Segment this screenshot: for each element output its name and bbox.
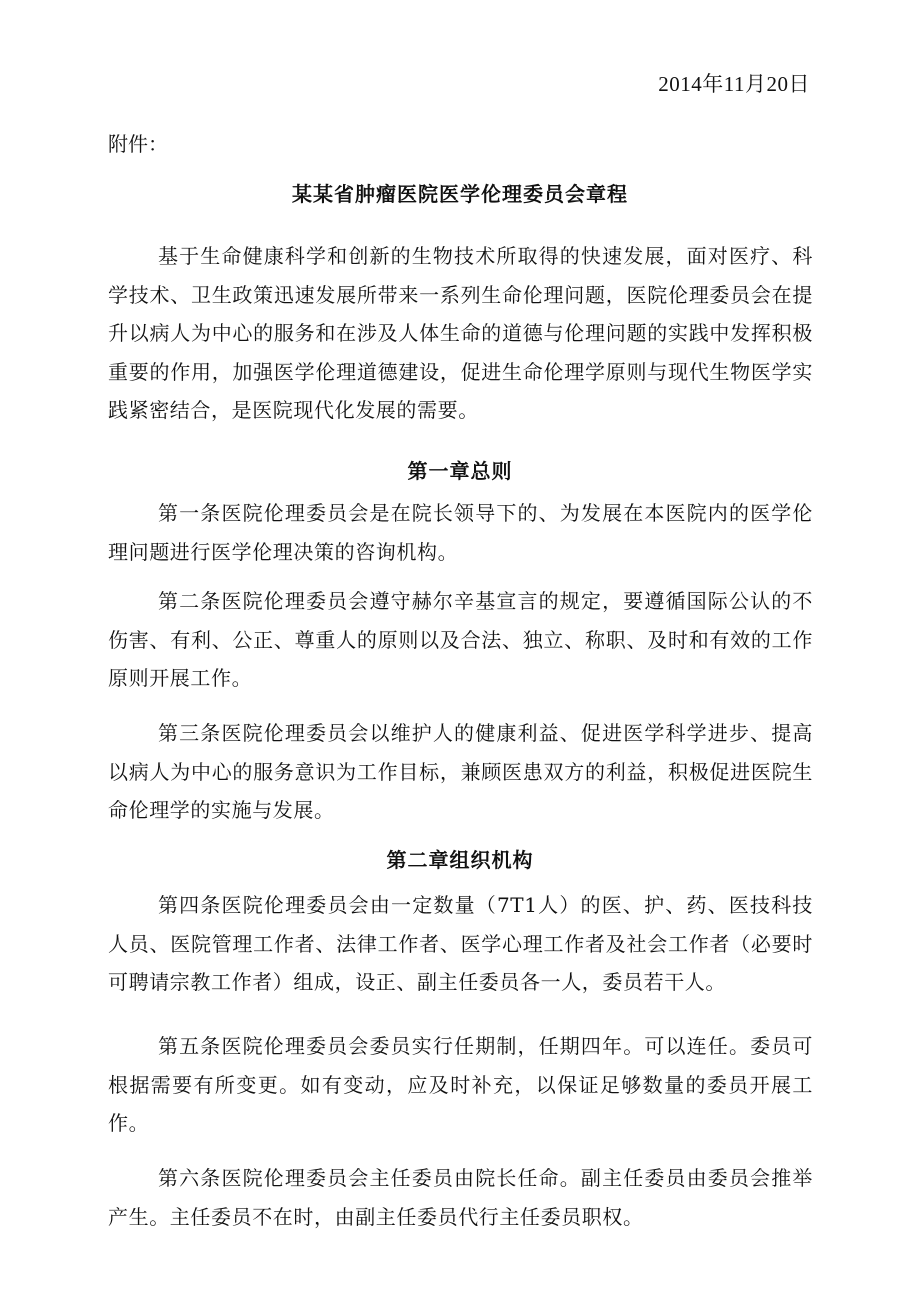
article-2-paragraph: 第二条医院伦理委员会遵守赫尔辛基宣言的规定，要遵循国际公认的不伤害、有利、公正、尊重人的原则以及合法、独立、称职、及时和有效的工作原则开展工作。 xyxy=(108,589,813,690)
document-date: 2014年11月20日 xyxy=(658,72,810,96)
article-1-paragraph: 第一条医院伦理委员会是在院长领导下的、为发展在本医院内的医学伦理问题进行医学伦理决策的咨询机构。 xyxy=(108,501,813,564)
article-5-paragraph: 第五条医院伦理委员会委员实行任期制，任期四年。可以连任。委员可根据需要有所变更。如有变动，应及时补充，以保证足够数量的委员开展工作。 xyxy=(108,1034,813,1135)
attachment-label: 附件： xyxy=(108,132,168,156)
article-4-paragraph: 第四条医院伦理委员会由一定数量（7T1人）的医、护、药、医技科技人员、医院管理工作者、法律工作者、医学心理工作者及社会工作者（必要时可聘请宗教工作者）组成，设正、副主任委员各一人，委员若干人。 xyxy=(108,893,813,994)
article-6-paragraph: 第六条医院伦理委员会主任委员由院长任命。副主任委员由委员会推举产生。主任委员不在时，由副主任委员代行主任委员职权。 xyxy=(108,1166,813,1229)
chapter-1-heading: 第一章总则 xyxy=(407,459,513,483)
document-title: 某某省肿瘤医院医学伦理委员会章程 xyxy=(292,182,628,206)
chapter-2-heading: 第二章组织机构 xyxy=(386,848,534,872)
article-3-paragraph: 第三条医院伦理委员会以维护人的健康利益、促进医学科学进步、提高以病人为中心的服务意识为工作目标，兼顾医患双方的利益，积极促进医院生命伦理学的实施与发展。 xyxy=(108,721,813,822)
preamble-paragraph: 基于生命健康科学和创新的生物技术所取得的快速发展，面对医疗、科学技术、卫生政策迅速发展所带来一系列生命伦理问题，医院伦理委员会在提升以病人为中心的服务和在涉及人体生命的道德与伦理问题的实践中发挥积极重要的作用，加强医学伦理道德建设，促进生命伦理学原则与现代生物医学实践紧密结合，是医院现代化发展的需要。 xyxy=(108,244,813,422)
